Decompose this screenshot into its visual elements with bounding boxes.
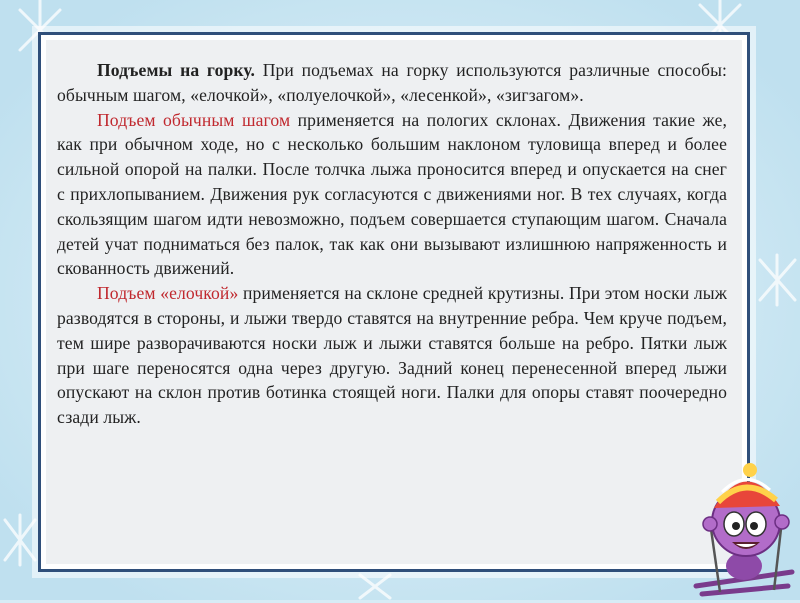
paragraph-climbs-body: При подъемах на горку используются различные способы: обычным шагом, «елочкой», «полуелочкой», «лесенкой», «зигзагом».	[57, 60, 728, 105]
paragraph-herringbone	[57, 281, 727, 430]
paragraph-climbs	[57, 58, 727, 108]
skier-smiley-icon	[692, 462, 796, 598]
slide-text	[57, 58, 727, 430]
highlight-herringbone: Подъем «елочкой»	[97, 283, 239, 304]
paragraph-normal-step	[57, 108, 727, 282]
paragraph-herringbone-body: применяется на склоне средней крутизны. При этом носки лыж разводятся в стороны, и лыжи твердо ставятся на внутренние ребра. Чем круче подъем, тем шире разворачиваются носки лыж и лыжи ставятся больше на ребро. Пятки лыж при шаге переносятся одна через другую. Задний конец перенесенной вперед лыжи опускают на склон против ботинка стоящей ноги. Палки для опоры ставят поочередно сзади лыж.	[57, 283, 727, 428]
paragraph-normal-step-body: применяется на пологих склонах. Движения такие же, как при обычном ходе, но с несколько большим наклоном туловища вперед и более сильной опорой на палки. После толчка лыжа проносится вперед и опускается на снег с прихлопыванием. Движения рук согласуются с движениями ног. В тех случаях, когда скользящим шагом идти невозможно, подъем совершается ступающим шагом. Сначала детей учат подниматься без палок, так как они вызывают излишнюю напряженность и скованность движений.	[57, 109, 727, 279]
heading-climbs: Подъемы на горку.	[97, 60, 255, 80]
highlight-normal-step: Подъем обычным шагом	[97, 109, 291, 130]
